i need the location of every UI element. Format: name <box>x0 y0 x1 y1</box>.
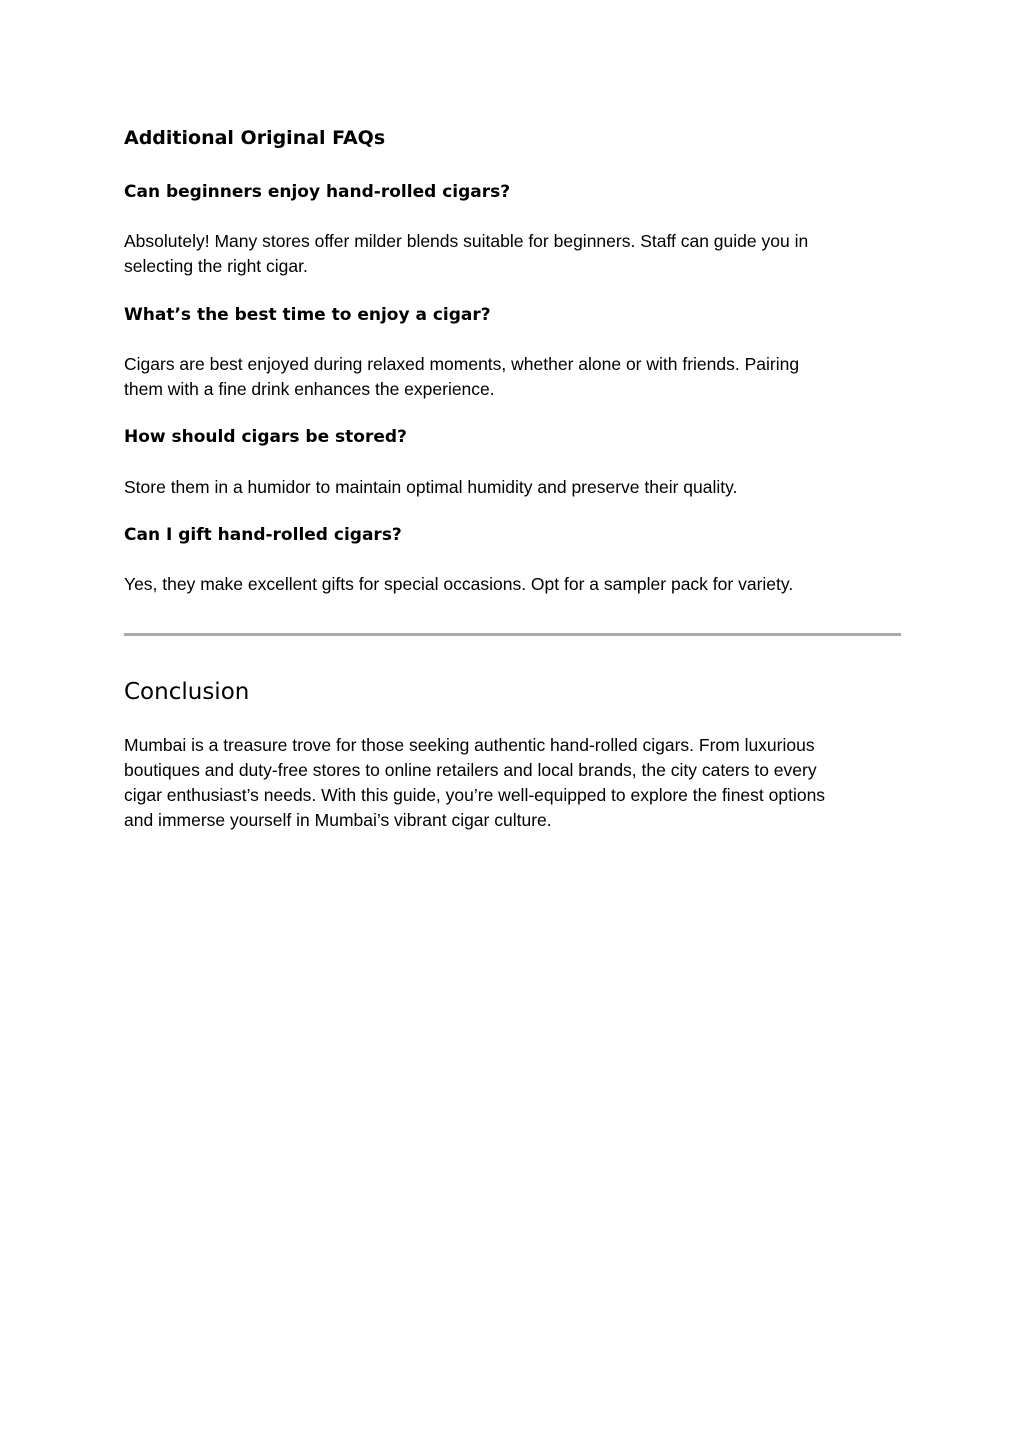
answer-line: them with a fine drink enhances the experience. <box>124 379 495 399</box>
faq-question-best-time: What’s the best time to enjoy a cigar? <box>124 305 491 325</box>
faq-answer-beginners <box>124 229 901 279</box>
faq-question-storage: How should cigars be stored? <box>124 427 407 447</box>
answer-line: Absolutely! Many stores offer milder blends suitable for beginners. Staff can guide you in <box>124 231 809 251</box>
faq-answer-storage <box>124 475 901 500</box>
horizontal-divider <box>124 633 901 636</box>
answer-line: Store them in a humidor to maintain optimal humidity and preserve their quality. <box>124 477 738 497</box>
answer-line: Yes, they make excellent gifts for special occasions. Opt for a sampler pack for variety. <box>124 574 794 594</box>
conclusion-line: Mumbai is a treasure trove for those seeking authentic hand-rolled cigars. From luxurious <box>124 735 815 755</box>
answer-line: Cigars are best enjoyed during relaxed moments, whether alone or with friends. Pairing <box>124 354 800 374</box>
answer-line: selecting the right cigar. <box>124 256 308 276</box>
conclusion-line: boutiques and duty-free stores to online retailers and local brands, the city caters to every <box>124 760 817 780</box>
conclusion-paragraph <box>124 733 901 833</box>
faq-section-title: Additional Original FAQs <box>124 127 386 149</box>
faq-answer-best-time <box>124 352 901 402</box>
conclusion-line: cigar enthusiast’s needs. With this guide, you’re well-equipped to explore the finest options <box>124 785 826 805</box>
conclusion-title: Conclusion <box>124 679 250 705</box>
faq-answer-gift <box>124 572 901 597</box>
faq-question-beginners: Can beginners enjoy hand-rolled cigars? <box>124 182 511 202</box>
faq-question-gift: Can I gift hand-rolled cigars? <box>124 525 402 545</box>
conclusion-line: and immerse yourself in Mumbai’s vibrant cigar culture. <box>124 810 552 830</box>
